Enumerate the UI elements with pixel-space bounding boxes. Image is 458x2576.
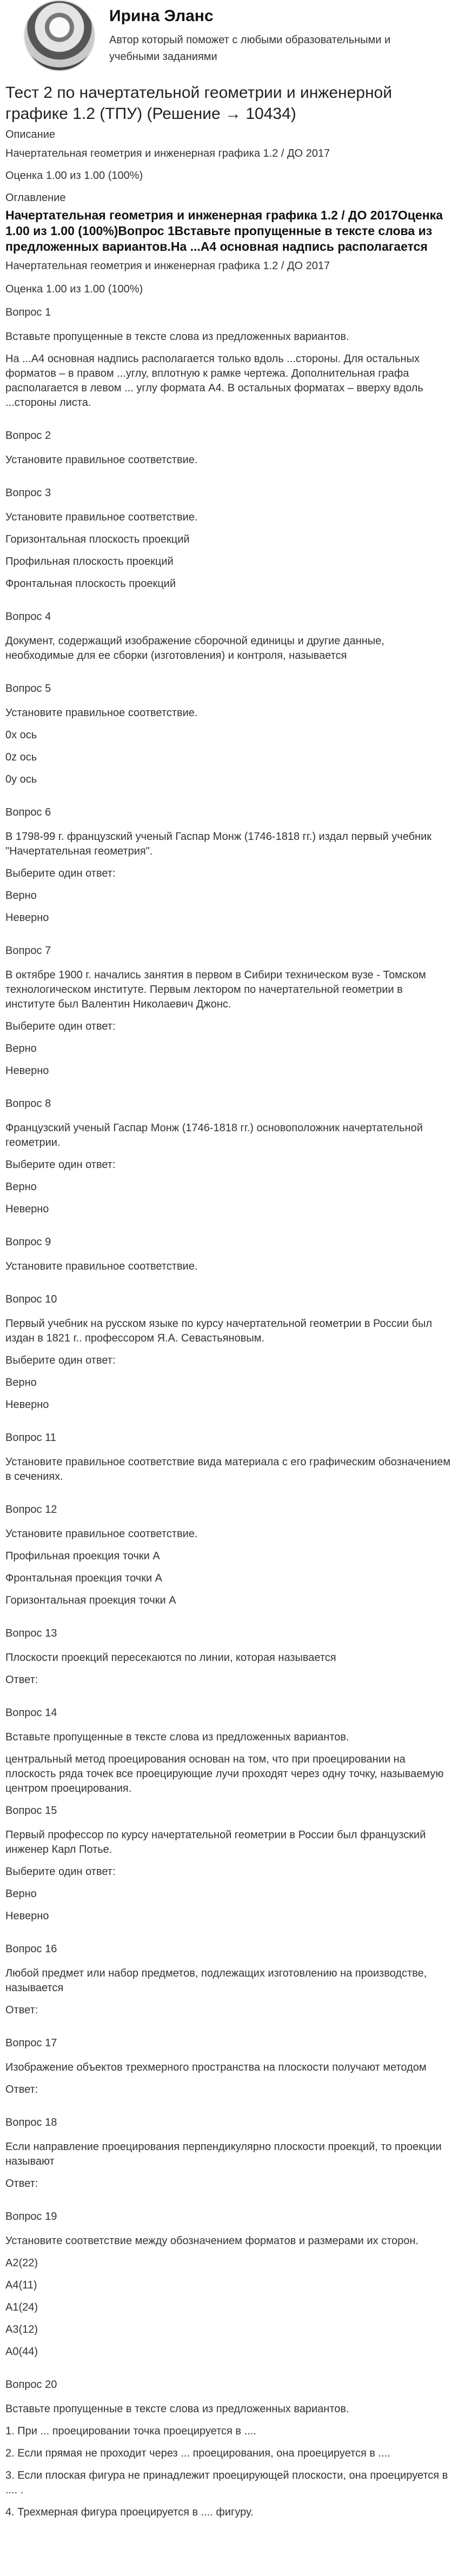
answer-option: Верно	[5, 890, 37, 902]
answer-option: 2. Если прямая не проходит через ... проецирования, она проецируется в ....	[5, 2447, 390, 2459]
question-title: Вопрос 15	[5, 1805, 57, 1817]
answer-option: А1(24)	[5, 2301, 38, 2313]
answer-option: Неверно	[5, 1203, 49, 1215]
answer-option: Профильная плоскость проекций	[5, 556, 174, 568]
question-text: Установите правильное соответствие вида материала с его графическим обозначением в сечениях.	[5, 1456, 451, 1483]
answer-option: Профильная проекция точки А	[5, 1550, 160, 1562]
question-text: Если направление проецирования перпендикулярно плоскости проекций, то проекции называют	[5, 2141, 442, 2167]
question-title: Вопрос 14	[5, 1707, 57, 1719]
question-text: На ...А4 основная надпись располагается только вдоль ...стороны. Для остальных форматов – в правом ...углу, вплотную к рамке чертежа. Дополнительная графа располагается в левом ... углу формата А4. В остальных форматах – вверху вдоль ...стороны листа.	[5, 353, 423, 409]
question-title: Вопрос 16	[5, 1943, 57, 1955]
question-text: Вставьте пропущенные в тексте слова из предложенных вариантов.	[5, 331, 349, 343]
question-block	[5, 486, 453, 591]
question-title: Вопрос 2	[5, 430, 51, 442]
question-text: Вставьте пропущенные в тексте слова из предложенных вариантов.	[5, 2403, 349, 2415]
question-block	[5, 805, 453, 925]
question-text: Изображение объектов трехмерного пространства на плоскости получают методом	[5, 2061, 427, 2073]
question-text: Установите правильное соответствие.	[5, 511, 198, 523]
question-title: Вопрос 20	[5, 2379, 57, 2391]
question-block	[5, 2115, 453, 2191]
question-title: Вопрос 13	[5, 1627, 57, 1639]
question-text: Выберите один ответ:	[5, 1020, 116, 1032]
question-block	[5, 1706, 453, 1796]
answer-option: А0(44)	[5, 2346, 38, 2358]
question-text: центральный метод проецирования основан на том, что при проецировании на плоскость ряда точек все проецирующие лучи проходят через одну точку, называемую центром проецирования.	[5, 1753, 444, 1794]
description-label: Описание	[5, 129, 56, 141]
question-text: Выберите один ответ:	[5, 1159, 116, 1171]
answer-option: Горизонтальная плоскость проекций	[5, 533, 190, 545]
question-block	[5, 1431, 453, 1484]
question-title: Вопрос 7	[5, 945, 51, 957]
question-text: В 1798-99 г. французский ученый Гаспар Монж (1746-1818 гг.) издал первый учебник "Начертательная геометрия".	[5, 831, 432, 857]
answer-option: Фронтальная плоскость проекций	[5, 578, 176, 590]
question-text: Ответ:	[5, 1674, 38, 1686]
question-text: Выберите один ответ:	[5, 1866, 116, 1878]
question-text: Первый профессор по курсу начертательной геометрии в России был французский инженер Карл Потье.	[5, 1829, 426, 1856]
question-text: Вставьте пропущенные в тексте слова из предложенных вариантов.	[5, 1731, 349, 1743]
question-block	[5, 1503, 453, 1608]
answer-option: Неверно	[5, 1399, 49, 1411]
answer-option: Верно	[5, 1181, 37, 1193]
question-title: Вопрос 9	[5, 1236, 51, 1248]
question-block	[5, 610, 453, 663]
score-text: Оценка 1.00 из 1.00 (100%)	[5, 170, 143, 182]
question-block	[5, 2378, 453, 2520]
description-text: Начертательная геометрия и инженерная графика 1.2 / ДО 2017	[5, 148, 330, 159]
question-title: Вопрос 18	[5, 2117, 57, 2128]
toc-content: Начертательная геометрия и инженерная графика 1.2 / ДО 2017Оценка 1.00 из 1.00 (100%)Вопрос 1Вставьте пропущенные в тексте слова из предложенных вариантов.На ...А4 основная надпись располагается	[5, 208, 443, 253]
question-block	[5, 1292, 453, 1412]
course-text: Начертательная геометрия и инженерная графика 1.2 / ДО 2017	[5, 260, 330, 272]
author-name[interactable]: Ирина Эланс	[109, 7, 214, 25]
questions-list	[5, 305, 453, 2520]
question-block	[5, 2210, 453, 2359]
page-title: Тест 2 по начертательной геометрии и инженерной графике 1.2 (ТПУ) (Решение → 10434)	[5, 84, 392, 123]
question-block	[5, 1626, 453, 1687]
question-title: Вопрос 8	[5, 1098, 51, 1110]
question-title: Вопрос 1	[5, 306, 51, 318]
question-title: Вопрос 3	[5, 487, 51, 499]
question-text: Выберите один ответ:	[5, 867, 116, 879]
question-title: Вопрос 11	[5, 1432, 56, 1444]
answer-option: Верно	[5, 1377, 37, 1389]
question-text: Документ, содержащий изображение сборочной единицы и другие данные, необходимые для ее сборки (изготовления) и контроля, называется	[5, 635, 384, 662]
answer-option: 0x ось	[5, 729, 37, 741]
question-title: Вопрос 10	[5, 1293, 57, 1305]
answer-option: Верно	[5, 1043, 37, 1055]
question-title: Вопрос 17	[5, 2037, 57, 2049]
author-info	[109, 0, 412, 65]
answer-option: 4. Трехмерная фигура проецируется в .... фигуру.	[5, 2506, 254, 2518]
answer-option: Горизонтальная проекция точки А	[5, 1594, 176, 1606]
question-text: Установите правильное соответствие.	[5, 454, 198, 466]
question-block	[5, 1804, 453, 1924]
answer-option: Неверно	[5, 1065, 49, 1077]
question-block	[5, 1235, 453, 1274]
answer-option: 0z ось	[5, 751, 37, 763]
score-text-2: Оценка 1.00 из 1.00 (100%)	[5, 283, 143, 295]
author-header	[5, 0, 453, 76]
question-text: Установите правильное соответствие.	[5, 707, 198, 719]
answer-option: 3. Если плоская фигура не принадлежит проецирующей плоскости, она проецируется в .... .	[5, 2470, 448, 2496]
toc-label: Оглавление	[5, 192, 66, 204]
answer-option: А2(22)	[5, 2257, 38, 2269]
question-block	[5, 944, 453, 1078]
question-block	[5, 1942, 453, 2018]
question-block	[5, 1097, 453, 1217]
author-description: Автор который поможет с любыми образовательными и учебными заданиями	[109, 34, 391, 63]
question-title: Вопрос 5	[5, 683, 51, 695]
answer-option: 0y ось	[5, 773, 37, 785]
question-text: Установите соответствие между обозначением форматов и размерами их сторон.	[5, 2235, 419, 2247]
answer-option: Верно	[5, 1888, 37, 1900]
question-block	[5, 429, 453, 468]
author-avatar[interactable]	[25, 1, 94, 70]
question-text: Плоскости проекций пересекаются по линии, которая называется	[5, 1652, 336, 1664]
question-text: Ответ:	[5, 2004, 38, 2016]
question-text: Французский ученый Гаспар Монж (1746-1818 гг.) основоположник начертательной геометрии.	[5, 1122, 423, 1149]
question-text: Ответ:	[5, 2178, 38, 2190]
question-title: Вопрос 4	[5, 611, 51, 623]
question-text: Любой предмет или набор предметов, подлежащих изготовлению на производстве, называется	[5, 1967, 427, 1994]
question-text: Установите правильное соответствие.	[5, 1260, 198, 1272]
answer-option: Неверно	[5, 912, 49, 924]
answer-option: А3(12)	[5, 2324, 38, 2335]
question-text: Установите правильное соответствие.	[5, 1528, 198, 1540]
question-title: Вопрос 19	[5, 2211, 57, 2223]
answer-option: А4(11)	[5, 2279, 37, 2291]
question-block	[5, 2036, 453, 2097]
answer-option: Фронтальная проекция точки А	[5, 1572, 163, 1584]
question-text: Ответ:	[5, 2084, 38, 2095]
question-text: Выберите один ответ:	[5, 1354, 116, 1366]
question-text: В октябре 1900 г. начались занятия в первом в Сибири техническом вузе - Томском технологическом институте. Первым лектором по начертательной геометрии в институте был Валентин Николаевич Джонс.	[5, 969, 426, 1010]
question-block	[5, 682, 453, 787]
question-title: Вопрос 12	[5, 1504, 57, 1516]
answer-option: Неверно	[5, 1910, 49, 1922]
question-block	[5, 305, 453, 410]
answer-option: 1. При ... проецировании точка проецируется в ....	[5, 2425, 256, 2437]
question-title: Вопрос 6	[5, 806, 51, 818]
question-text: Первый учебник на русском языке по курсу начертательной геометрии в России был издан в 1821 г.. профессором Я.А. Севастьяновым.	[5, 1318, 433, 1344]
